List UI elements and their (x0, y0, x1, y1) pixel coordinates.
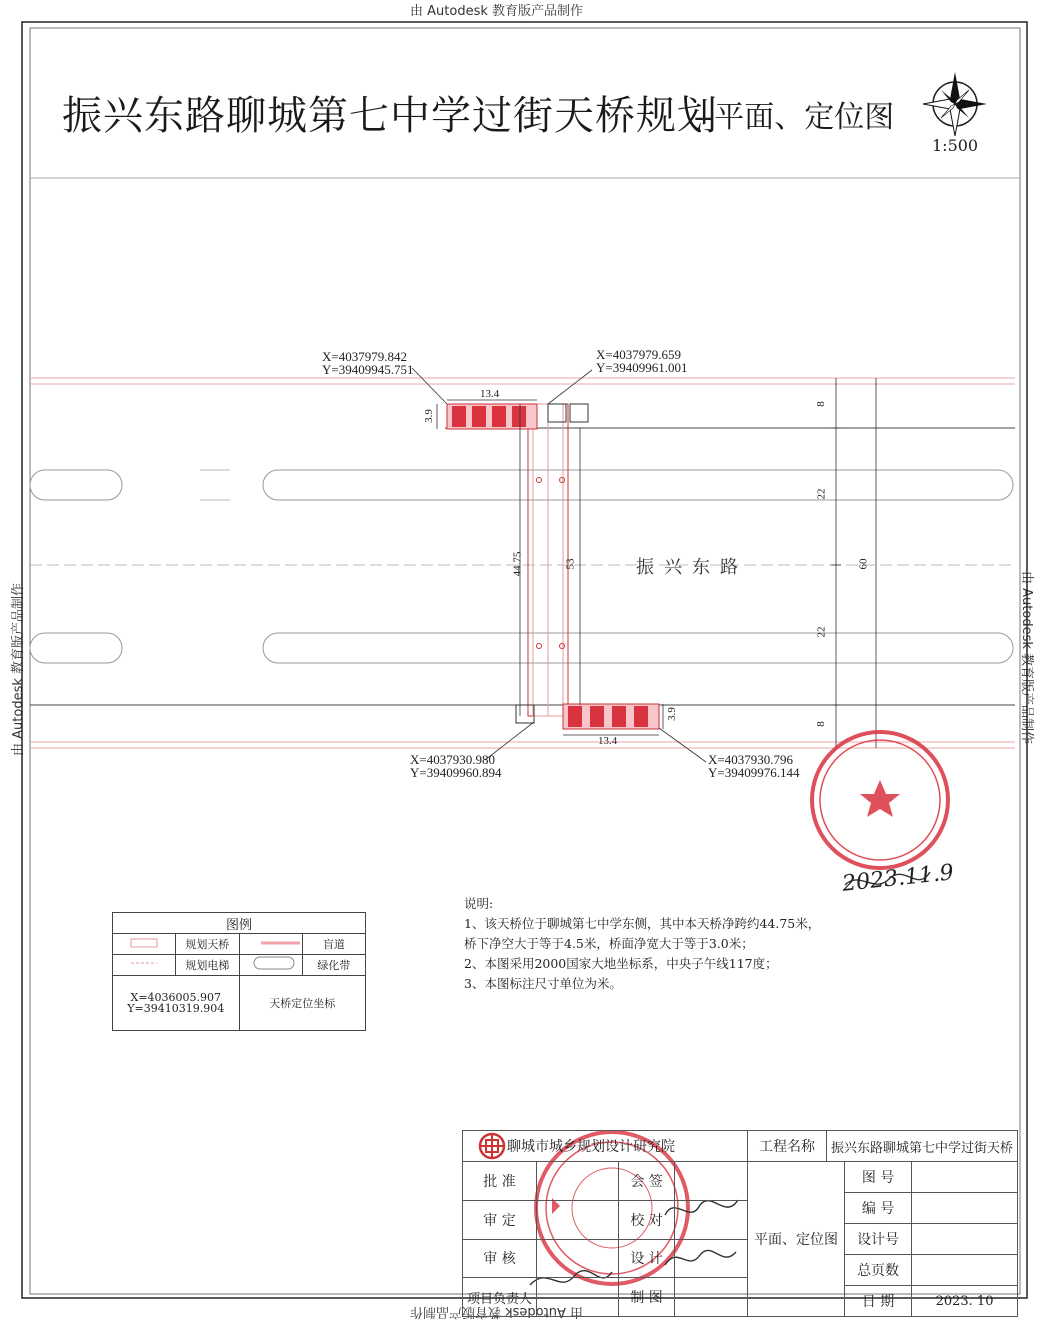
notes (464, 894, 820, 994)
watermark-right: 由 Autodesk 教育版产品制作 (1019, 571, 1034, 744)
scale-label: 1:500 (932, 136, 979, 155)
institute-name: 聊城市城乡规划设计研究院 (463, 1131, 748, 1162)
tb-design-no: 设计号 (845, 1224, 912, 1255)
legend-title: 图例 (113, 913, 366, 934)
coord-c: X=4037930.980 Y=39409960.894 (410, 752, 502, 780)
page-subtitle: --平面、定位图 (694, 100, 895, 135)
page-title: 振兴东路聊城第七中学过街天桥规划 (62, 93, 718, 139)
watermark-left: 由 Autodesk 教育版产品制作 (11, 583, 26, 756)
dim-total: 60 (857, 558, 870, 570)
tb-countersign: 会 签 (619, 1162, 675, 1201)
road-name: 振兴东路 (636, 557, 748, 578)
dim-stair-w-top: 3.9 (422, 409, 435, 423)
watermark-top: 由 Autodesk 教育版产品制作 (410, 4, 583, 19)
legend-coord-sample: X=4036005.907 Y=39410319.904 (113, 976, 240, 1031)
coord-a: X=4037979.842 Y=39409945.751 (322, 349, 414, 377)
tb-date-value: 2023. 10 (935, 1293, 994, 1309)
dim-stair-w-bottom: 3.9 (665, 707, 678, 721)
bridge (516, 404, 588, 723)
tb-total-pages: 总页数 (845, 1255, 912, 1286)
tb-number: 编 号 (845, 1193, 912, 1224)
tb-drafting: 制 图 (619, 1278, 675, 1317)
notes-line-3: 2、本图采用2000国家大地坐标系，中央子午线117度； (464, 956, 778, 971)
tb-review: 审 核 (463, 1239, 537, 1278)
coord-b: X=4037979.659 Y=39409961.001 (596, 347, 688, 375)
legend-table (112, 912, 366, 1031)
dim-span: 44.75 (511, 551, 524, 577)
stair-top (447, 404, 537, 429)
dim-seg-mid2: 22 (815, 626, 828, 638)
legend-item-tactile: 盲道 (302, 934, 365, 955)
compass-icon (923, 72, 987, 136)
dim-seg-top: 8 (814, 401, 827, 407)
tb-finalize: 审 定 (463, 1200, 537, 1239)
project-value: 振兴东路聊城第七中学过街天桥 (826, 1131, 1017, 1162)
tb-proofread: 校 对 (619, 1200, 675, 1239)
dim-road-inner: 53 (564, 558, 577, 570)
notes-line-1: 1、该天桥位于聊城第七中学东侧，其中本天桥净跨约44.75米， (464, 916, 821, 931)
handwritten-date: 2023.11.9 (841, 860, 955, 897)
legend-item-bridge: 规划天桥 (176, 934, 239, 955)
watermark-bottom: 由 Autodesk 教育版产品制作 (410, 1304, 583, 1319)
legend-item-elevator: 规划电梯 (176, 955, 239, 976)
dim-seg-bottom: 8 (814, 721, 827, 727)
review-seal-icon (812, 732, 948, 868)
project-label: 工程名称 (747, 1131, 826, 1162)
legend-item-green: 绿化带 (302, 955, 365, 976)
notes-heading: 说明: (464, 896, 494, 911)
tb-approve: 批 准 (463, 1162, 537, 1201)
dim-seg-mid1: 22 (815, 488, 828, 500)
title-block (462, 1130, 1018, 1317)
stair-bottom (563, 704, 659, 729)
dim-stair-len-top: 13.4 (480, 388, 500, 400)
legend-coord-label: 天桥定位坐标 (239, 976, 366, 1031)
inner-frame (30, 28, 1020, 1294)
tb-drawing-no: 图 号 (845, 1162, 912, 1193)
tb-design: 设 计 (619, 1239, 675, 1278)
tb-project-lead: 项目负责人 (463, 1278, 537, 1317)
notes-line-2: 桥下净空大于等于4.5米，桥面净宽大于等于3.0米； (464, 936, 754, 951)
tb-date-label: 日 期 (845, 1286, 912, 1317)
coord-d: X=4037930.796 Y=39409976.144 (708, 752, 800, 780)
dim-stair-len-bottom: 13.4 (598, 735, 618, 747)
drawing-name: 平面、定位图 (747, 1162, 844, 1317)
notes-line-4: 3、本图标注尺寸单位为米。 (464, 976, 622, 991)
